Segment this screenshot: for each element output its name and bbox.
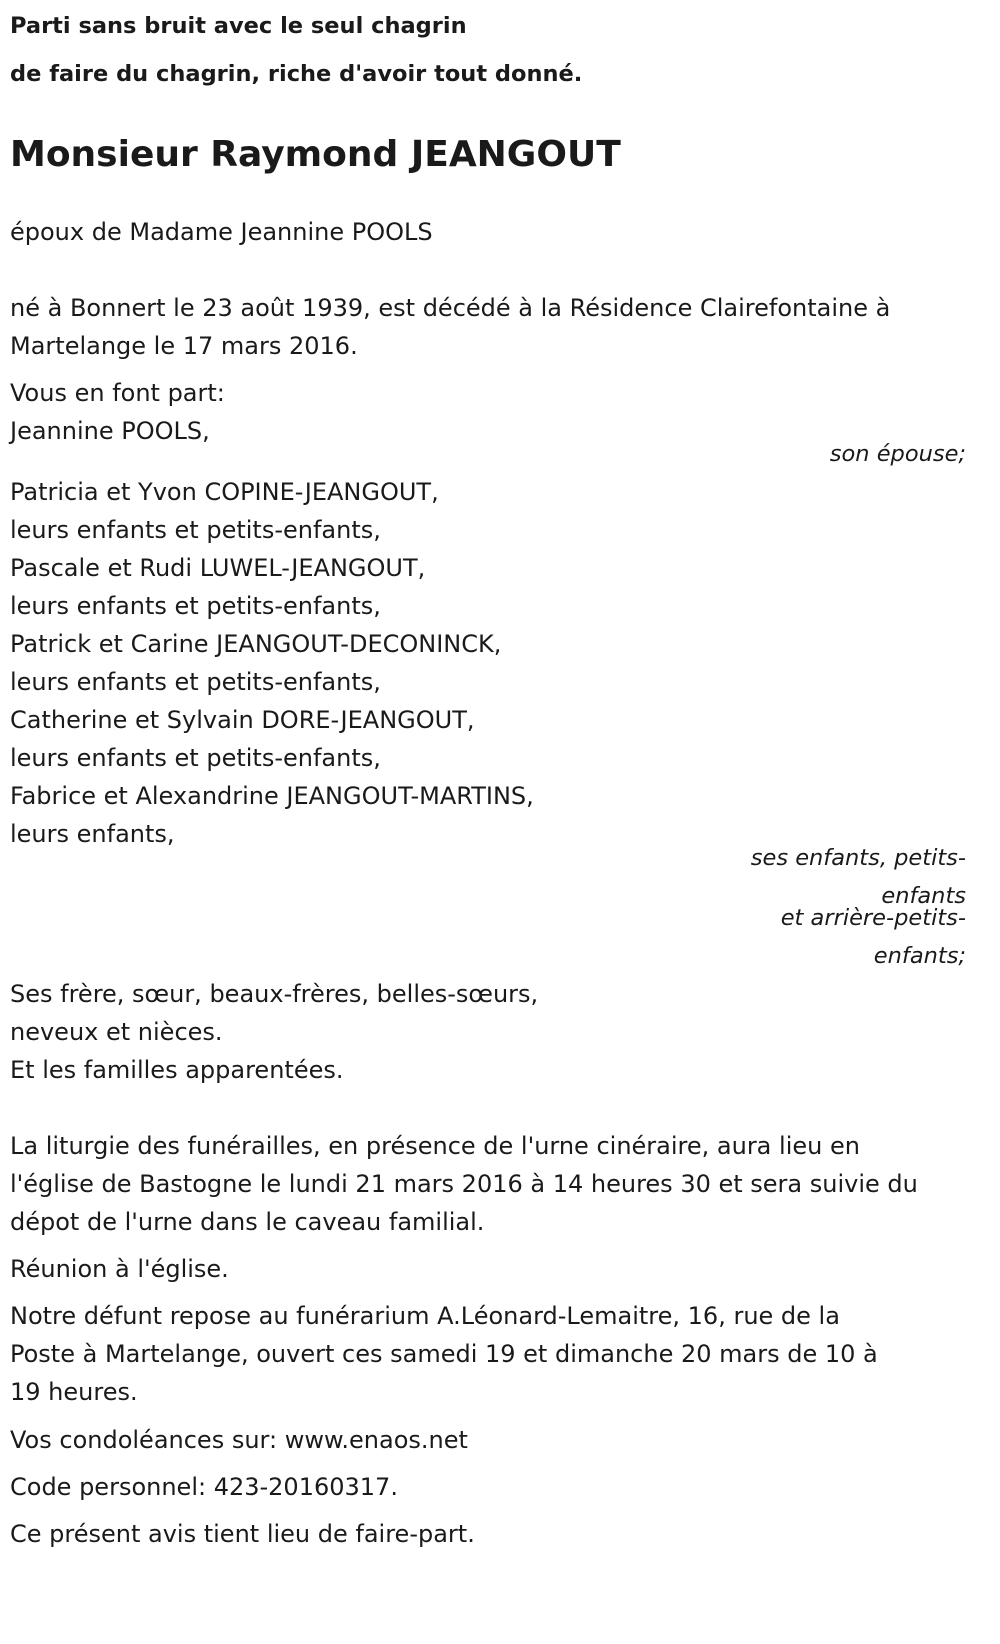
ceremony-line-3: dépot de l'urne dans le caveau familial. [10,1208,485,1236]
list-item: leurs enfants et petits-enfants, [10,516,381,544]
rest-line-2: Poste à Martelange, ouvert ces samedi 19 et dimanche 20 mars de 10 à [10,1340,878,1368]
epigraph-line-1: Parti sans bruit avec le seul chagrin [10,13,467,39]
epigraph-line-2: de faire du chagrin, riche d'avoir tout donné. [10,61,583,87]
list-item: leurs enfants et petits-enfants, [10,668,381,696]
children-role-line-1: ses enfants, petits- [750,845,966,871]
ceremony-line-2: l'église de Bastogne le lundi 21 mars 2016 à 14 heures 30 et sera suivie du [10,1170,918,1198]
list-item: Patrick et Carine JEANGOUT-DECONINCK, [10,630,502,658]
list-item: Ses frère, sœur, beaux-frères, belles-sœurs, [10,980,539,1008]
list-item: leurs enfants et petits-enfants, [10,744,381,772]
rest-line-1: Notre défunt repose au funérarium A.Léonard-Lemaitre, 16, rue de la [10,1302,840,1330]
list-item: Fabrice et Alexandrine JEANGOUT-MARTINS, [10,782,534,810]
list-item: leurs enfants, [10,820,175,848]
ceremony-line-1: La liturgie des funérailles, en présence de l'urne cinéraire, aura lieu en [10,1132,860,1160]
meeting-line: Réunion à l'église. [10,1255,229,1283]
condolences-line: Vos condoléances sur: www.enaos.net [10,1426,468,1454]
announcers-intro: Vous en font part: [10,379,225,407]
children-role-line-3: et arrière-petits- [780,905,966,931]
spouse-line: époux de Madame Jeannine POOLS [10,218,433,246]
spouse-role: son épouse; [829,441,966,467]
list-item: Patricia et Yvon COPINE-JEANGOUT, [10,478,439,506]
announcer-spouse: Jeannine POOLS, [10,417,210,445]
list-item: Catherine et Sylvain DORE-JEANGOUT, [10,706,475,734]
rest-line-3: 19 heures. [10,1378,138,1406]
birth-death-line-2: Martelange le 17 mars 2016. [10,332,358,360]
list-item: leurs enfants et petits-enfants, [10,592,381,620]
list-item: Et les familles apparentées. [10,1056,344,1084]
list-item: Pascale et Rudi LUWEL-JEANGOUT, [10,554,426,582]
list-item: neveux et nièces. [10,1018,223,1046]
birth-death-line-1: né à Bonnert le 23 août 1939, est décédé à la Résidence Clairefontaine à [10,294,891,322]
deceased-name: Monsieur Raymond JEANGOUT [10,134,621,175]
children-role-line-2: enfants [881,883,966,909]
personal-code-line: Code personnel: 423-20160317. [10,1473,398,1501]
children-role-line-4: enfants; [873,943,966,969]
notice-line: Ce présent avis tient lieu de faire-part. [10,1520,475,1548]
